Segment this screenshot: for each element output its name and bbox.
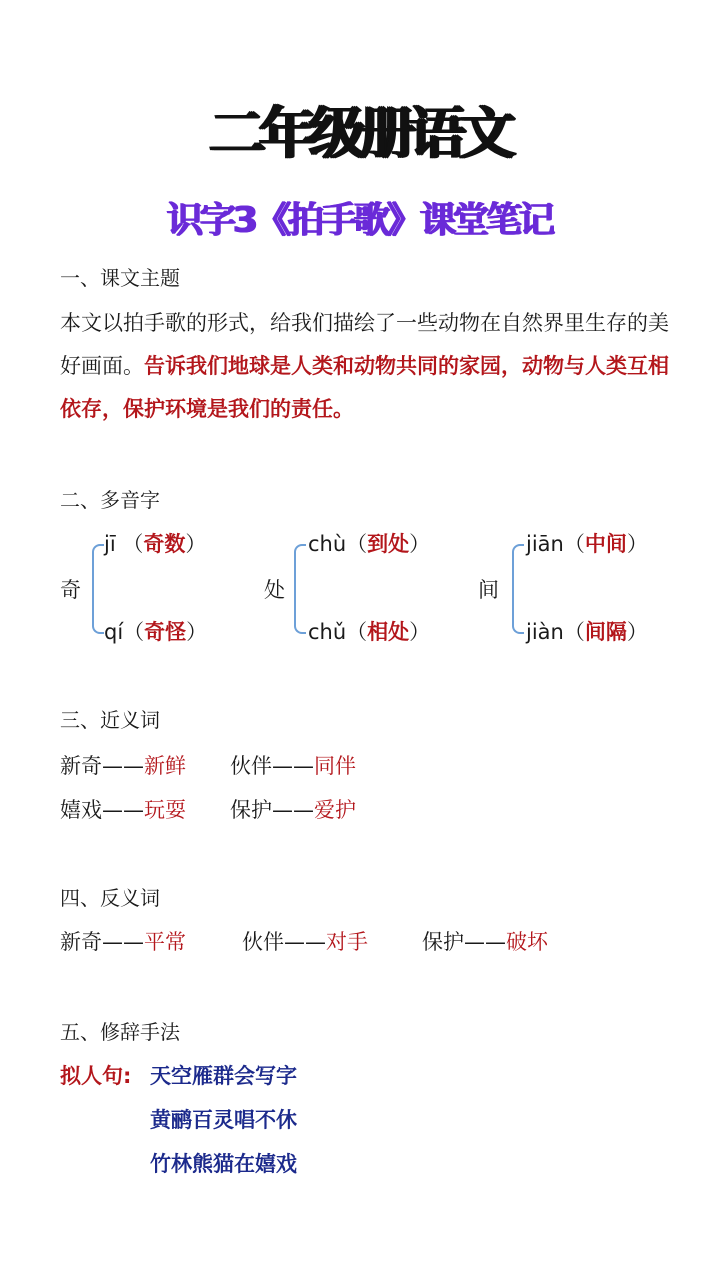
antonym-pair: 伙伴——对手 [242,930,368,954]
synonym-pair: 保护——爱护 [230,798,356,822]
page-subtitle: 识字3《拍手歌》课堂笔记 [166,200,553,241]
brace-icon [92,544,104,634]
pinyin-top: jiān（中间） [526,532,648,556]
theme-paragraph [60,302,670,431]
page-title: 二年级册语文 [209,102,510,167]
personification-line: 竹林熊猫在嬉戏 [150,1152,297,1176]
pinyin-bottom: jiàn（间隔） [526,620,648,644]
polyphone-char: 处 [264,578,285,602]
pinyin-top: jī （奇数） [104,532,207,556]
section-heading-antonyms: 四、反义词 [60,886,160,910]
antonym-pair: 新奇——平常 [60,930,186,954]
synonym-pair: 伙伴——同伴 [230,754,356,778]
polyphone-char: 奇 [60,578,81,602]
personification-label: 拟人句: [60,1064,132,1088]
synonym-pair: 新奇——新鲜 [60,754,186,778]
theme-text-black: 本文以拍手歌的形式，给我们描绘了一些动物在自然界里生存的美好画面。 [60,311,669,378]
antonym-pair: 保护——破坏 [422,930,548,954]
brace-icon [512,544,524,634]
pinyin-bottom: chǔ（相处） [308,620,431,644]
personification-line: 黄鹂百灵唱不休 [150,1108,297,1132]
polyphone-char: 间 [478,578,499,602]
brace-icon [294,544,306,634]
theme-text-red: 告诉我们地球是人类和动物共同的家园，动物与人类互相依存，保护环境是我们的责任。 [60,354,669,421]
personification-line: 天空雁群会写字 [150,1064,297,1088]
pinyin-bottom: qí（奇怪） [104,620,208,644]
synonym-pair: 嬉戏——玩耍 [60,798,186,822]
pinyin-top: chù（到处） [308,532,431,556]
section-heading-polyphones: 二、多音字 [60,488,160,512]
section-heading-synonyms: 三、近义词 [60,708,160,732]
section-heading-theme: 一、课文主题 [60,266,180,290]
section-heading-rhetoric: 五、修辞手法 [60,1020,180,1044]
